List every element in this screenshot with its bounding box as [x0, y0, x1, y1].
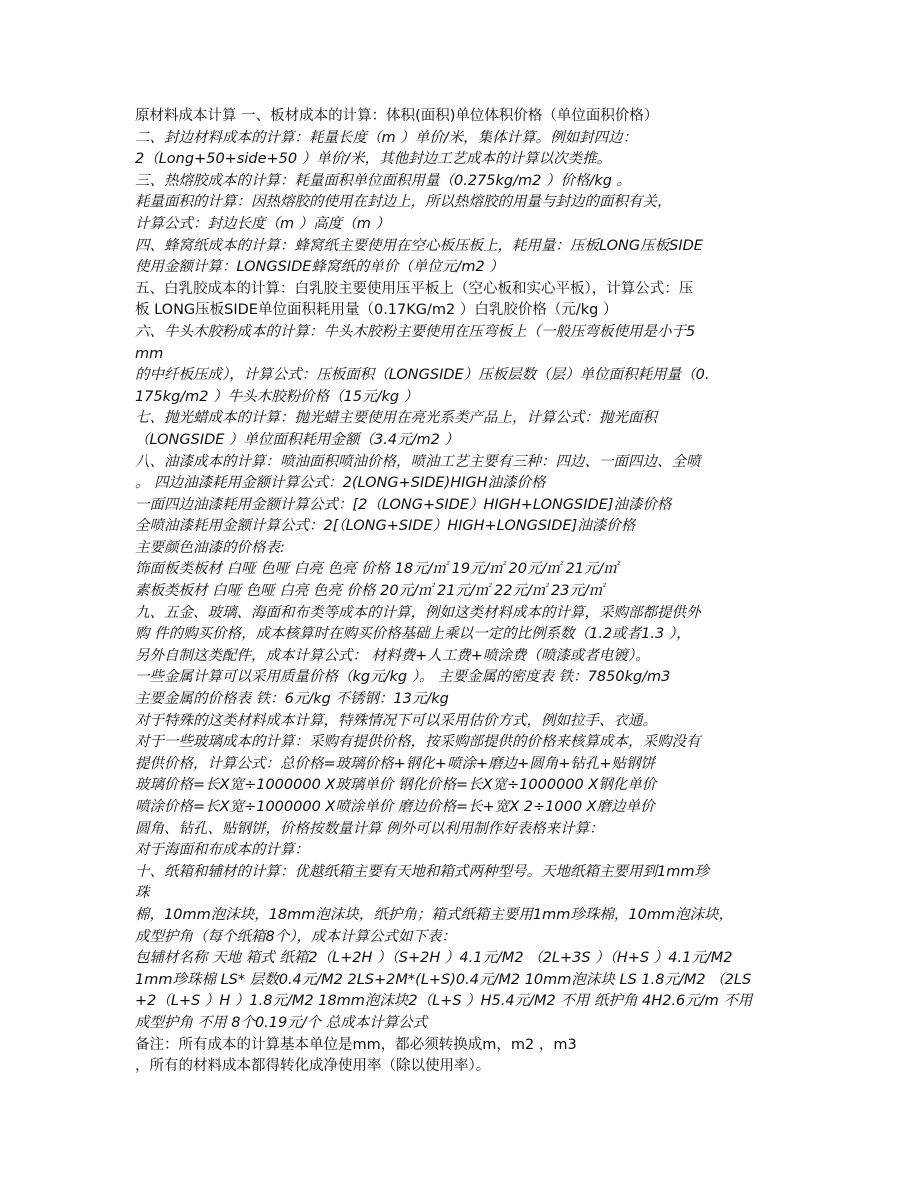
text-line-42: +2（L+S ）H ）1.8元/M2 18mm泡沫块2（L+S ）H5.4元/M2 不用 纸护角 4H2.6元/m 不用 — [135, 993, 753, 1010]
text-line-16: （LONGSIDE ）单位面积耗用金额（3.4元/m2 ） — [135, 431, 459, 448]
text-line-13: 的中纤板压成），计算公式：压板面积（LONGSIDE）压板层数（层）单位面积耗用量（0. — [135, 367, 710, 384]
text-line-17: 八、油漆成本的计算：喷油面积喷油价格，喷油工艺主要有三种：四边、一面四边、全喷 — [135, 453, 701, 470]
text-line-27: 一些金属计算可以采用质量价格（kg元/kg ）。 主要金属的密度表 铁：7850kg/m3 — [135, 669, 671, 686]
text-line-44: 备注：所有成本的计算基本单位是mm，都必须转换成m，m2 ，m3 — [135, 1036, 577, 1053]
text-line-45: ，所有的材料成本都得转化成净使用率（除以使用率）。 — [135, 1058, 491, 1075]
text-line-39: 成型护角（每个纸箱8个），成本计算公式如下表： — [135, 928, 456, 945]
text-line-36: 十、纸箱和辅材的计算：优越纸箱主要有天地和箱式两种型号。天地纸箱主要用到1mm珍 — [135, 863, 709, 880]
text-line-25: 购 件的购买价格，成本核算时在购买价格基础上乘以一定的比例系数（1.2或者1.3 ）， — [135, 626, 691, 643]
text-line-40: 包辅材名称 天地 箱式 纸箱2（L+2H ）（S+2H ）4.1元/M2 （2L+3S ）（H+S ）4.1元/M2 — [135, 950, 733, 967]
text-line-3: 2（Long+50+side+50 ）单价/米，其他封边工艺成本的计算以次类推。 — [135, 151, 612, 168]
text-line-38: 棉，10mm泡沫块，18mm泡沫块，纸护角；箱式纸箱主要用1mm珍珠棉，10mm泡沫块， — [135, 906, 734, 923]
text-line-8: 使用金额计算：LONGSIDE蜂窝纸的单价（单位元/m2 ） — [135, 259, 504, 276]
text-line-35: 对于海面和布成本的计算： — [135, 842, 309, 859]
text-line-34: 圆角、钻孔、贴钢饼，价格按数量计算 例外可以利用制作好表格来计算： — [135, 820, 604, 837]
text-line-24: 九、五金、玻璃、海面和布类等成本的计算，例如这类材料成本的计算，采购部都提供外 — [135, 604, 701, 621]
text-line-32: 玻璃价格=长X宽÷1000000 X玻璃单价 钢化价格=长X宽÷1000000 X钢化单价 — [135, 777, 657, 794]
text-line-41: 1mm珍珠棉 LS* 层数0.4元/M2 2LS+2M*(L+S)0.4元/M2 10mm泡沫块 LS 1.8元/M2 （2LS — [135, 971, 752, 988]
text-line-10: 板 LONG压板SIDE单位面积耗用量（0.17KG/m2 ）白乳胶价格（元/kg ） — [135, 302, 618, 319]
text-line-1: 原材料成本计算 一、板材成本的计算：体积(面积)单位体积价格（单位面积价格） — [135, 108, 659, 124]
text-line-22: 饰面板类板材 白哑 色哑 白亮 色亮 价格 18元/㎡ 19元/㎡ 20元/㎡ 21元/㎡ — [135, 561, 618, 578]
text-line-15: 七、抛光蜡成本的计算：抛光蜡主要使用在亮光系类产品上，计算公式：抛光面积 — [135, 410, 657, 427]
text-line-33: 喷涂价格=长X宽÷1000000 X喷涂单价 磨边价格=长+宽X 2÷1000 X磨边单价 — [135, 799, 655, 815]
text-line-20: 全喷油漆耗用金额计算公式：2[（LONG+SIDE）HIGH+LONGSIDE]油漆价格 — [135, 518, 636, 535]
text-line-12: mm — [135, 345, 164, 362]
text-line-4: 三、热熔胶成本的计算：耗量面积单位面积用量（0.275kg/m2 ）价格/kg 。 — [135, 172, 632, 189]
text-line-9: 五、白乳胶成本的计算：白乳胶主要使用压平板上（空心板和实心平板），计算公式：压 — [135, 280, 694, 297]
text-line-29: 对于特殊的这类材料成本计算，特殊情况下可以采用估价方式，例如拉手、衣通。 — [135, 712, 657, 729]
text-line-26: 另外自制这类配件，成本计算公式： 材料费+人工费+喷涂费（喷漆或者电镀）。 — [135, 647, 650, 664]
text-line-43: 成型护角 不用 8个0.19元/个 总成本计算公式 — [135, 1014, 428, 1031]
text-line-11: 六、牛头木胶粉成本的计算：牛头木胶粉主要使用在压弯板上（一般压弯板使用是小于5 — [135, 323, 696, 340]
text-line-14: 175kg/m2 ）牛头木胶粉价格（15元/kg ） — [135, 388, 419, 405]
text-line-2: 二、封边材料成本的计算：耗量长度（m ）单价/米，集体计算。例如封四边： — [135, 129, 638, 146]
text-line-37: 珠 — [135, 885, 150, 902]
text-line-6: 计算公式：封边长度（m ）高度（m ） — [135, 215, 390, 232]
text-line-30: 对于一些玻璃成本的计算：采购有提供价格，按采购部提供的价格来核算成本，采购没有 — [135, 734, 701, 751]
text-line-28: 主要金属的价格表 铁：6元/kg 不锈钢：13元/kg — [135, 691, 449, 708]
text-line-18: 。 四边油漆耗用金额计算公式：2(LONG+SIDE)HIGH油漆价格 — [135, 475, 546, 492]
text-line-7: 四、蜂窝纸成本的计算：蜂窝纸主要使用在空心板压板上，耗用量：压板LONG压板SIDE — [135, 237, 703, 254]
text-line-31: 提供价格，计算公式：总价格=玻璃价格+钢化+喷涂+磨边+圆角+钻孔+贴钢饼 — [135, 755, 656, 772]
text-line-5: 耗量面积的计算：因热熔胶的使用在封边上，所以热熔胶的用量与封边的面积有关， — [135, 194, 672, 211]
document-body — [135, 106, 795, 1078]
text-line-19: 一面四边油漆耗用金额计算公式：[2（LONG+SIDE）HIGH+LONGSIDE]油漆价格 — [135, 496, 672, 513]
text-line-23: 素板类板材 白哑 色哑 白亮 色亮 价格 20元/㎡ 21元/㎡ 22元/㎡ 23元/㎡ — [135, 583, 604, 600]
text-line-21: 主要颜色油漆的价格表: — [135, 539, 285, 556]
